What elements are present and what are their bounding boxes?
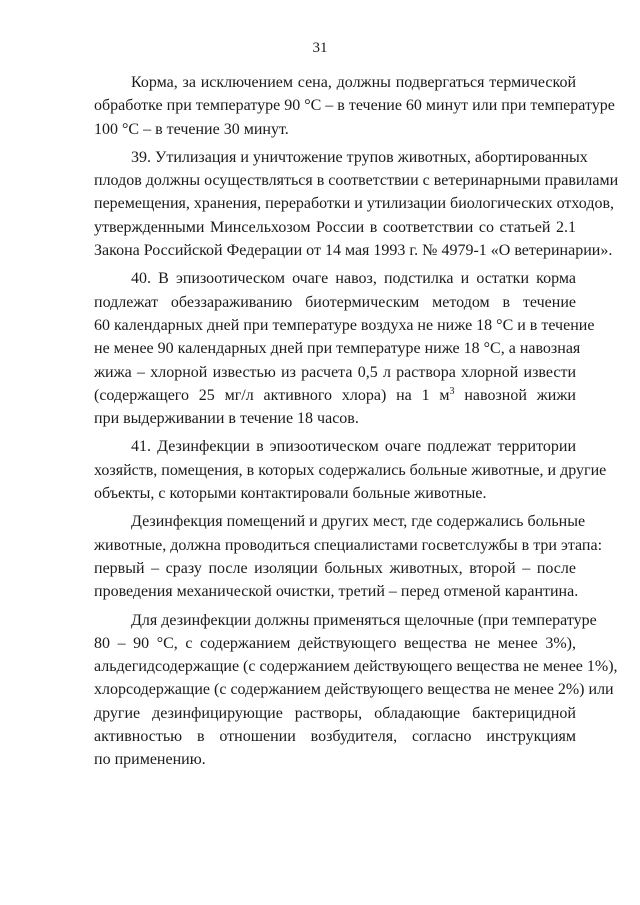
text-line: Корма, за исключением сена, должны подвергаться термической — [131, 74, 576, 91]
text-line: активностью в отношении возбудителя, согласно инструкциям — [94, 728, 576, 746]
text-line: хозяйств, помещения, в которых содержались больные животные, и другие — [94, 461, 607, 479]
page-number: 31 — [312, 40, 328, 56]
text-line: 60 календарных дней при температуре воздуха не ниже 18 °С и в течение — [94, 316, 595, 334]
text-line: перемещения, хранения, переработки и утилизации биологических отходов, — [94, 195, 615, 213]
text-line: объекты, с которыми контактировали больные животные. — [94, 485, 487, 503]
text-line: при выдерживании в течение 18 часов. — [94, 410, 359, 428]
text-line: другие дезинфицирующие растворы, обладающие бактерицидной — [94, 704, 576, 722]
text-line: жижа – хлорной известью из расчета 0,5 л раствора хлорной извести — [94, 363, 576, 381]
paragraph-disinfection-stages — [94, 510, 603, 603]
text-line: плодов должны осуществляться в соответствии с ветеринарными правилами — [94, 172, 619, 190]
text-line: 80 – 90 °С, с содержанием действующего вещества не менее 3%), — [94, 634, 576, 652]
text-line: 39. Утилизация и уничтожение трупов животных, абортированных — [131, 148, 588, 166]
paragraph-41 — [94, 435, 607, 505]
text-line: по применению. — [94, 751, 206, 769]
text-line: альдегидсодержащие (с содержанием действующего вещества не менее 1%), — [94, 658, 618, 676]
text-line: Закона Российской Федерации от 14 мая 1993 г. № 4979-1 «О ветеринарии». — [94, 242, 613, 260]
document-body — [94, 71, 619, 777]
text-line: подлежат обеззараживанию биотермическим методом в течение — [94, 293, 576, 311]
text-line: 41. Дезинфекции в эпизоотическом очаге подлежат территории — [131, 438, 576, 456]
text-line: хлорсодержащие (с содержанием действующего вещества не менее 2%) или — [94, 681, 614, 699]
text-segment: (содержащего 25 мг/л активного хлора) на 1 м — [94, 386, 450, 404]
text-line: проведения механической очистки, третий – перед отменой карантина. — [94, 583, 579, 601]
text-line: не менее 90 календарных дней при температуре ниже 18 °С, а навозная — [94, 340, 581, 358]
text-line: первый – сразу после изоляции больных животных, второй – после — [94, 559, 576, 577]
text-line: животные, должна проводиться специалистами госветслужбы в три этапа: — [94, 536, 603, 554]
text-line: 40. В эпизоотическом очаге навоз, подстилка и остатки корма — [131, 270, 576, 288]
text-line-with-superscript — [94, 384, 576, 407]
paragraph-disinfectants — [94, 609, 618, 772]
text-line: обработке при температуре 90 °С – в течение 60 минут или при температуре — [94, 97, 615, 115]
paragraph-40 — [94, 267, 595, 430]
paragraph-39 — [94, 146, 619, 262]
text-line: 100 °С – в течение 30 минут. — [94, 120, 289, 138]
text-line: утвержденными Минсельхозом России в соответствии со статьей 2.1 — [94, 218, 576, 236]
text-line: Дезинфекция помещений и других мест, где содержались больные — [131, 513, 586, 531]
superscript-exponent: 3 — [449, 385, 455, 397]
paragraph-feed-treatment — [94, 71, 615, 141]
text-line: Для дезинфекции должны применяться щелочные (при температуре — [131, 611, 597, 629]
text-segment: навозной жижи — [454, 386, 576, 404]
